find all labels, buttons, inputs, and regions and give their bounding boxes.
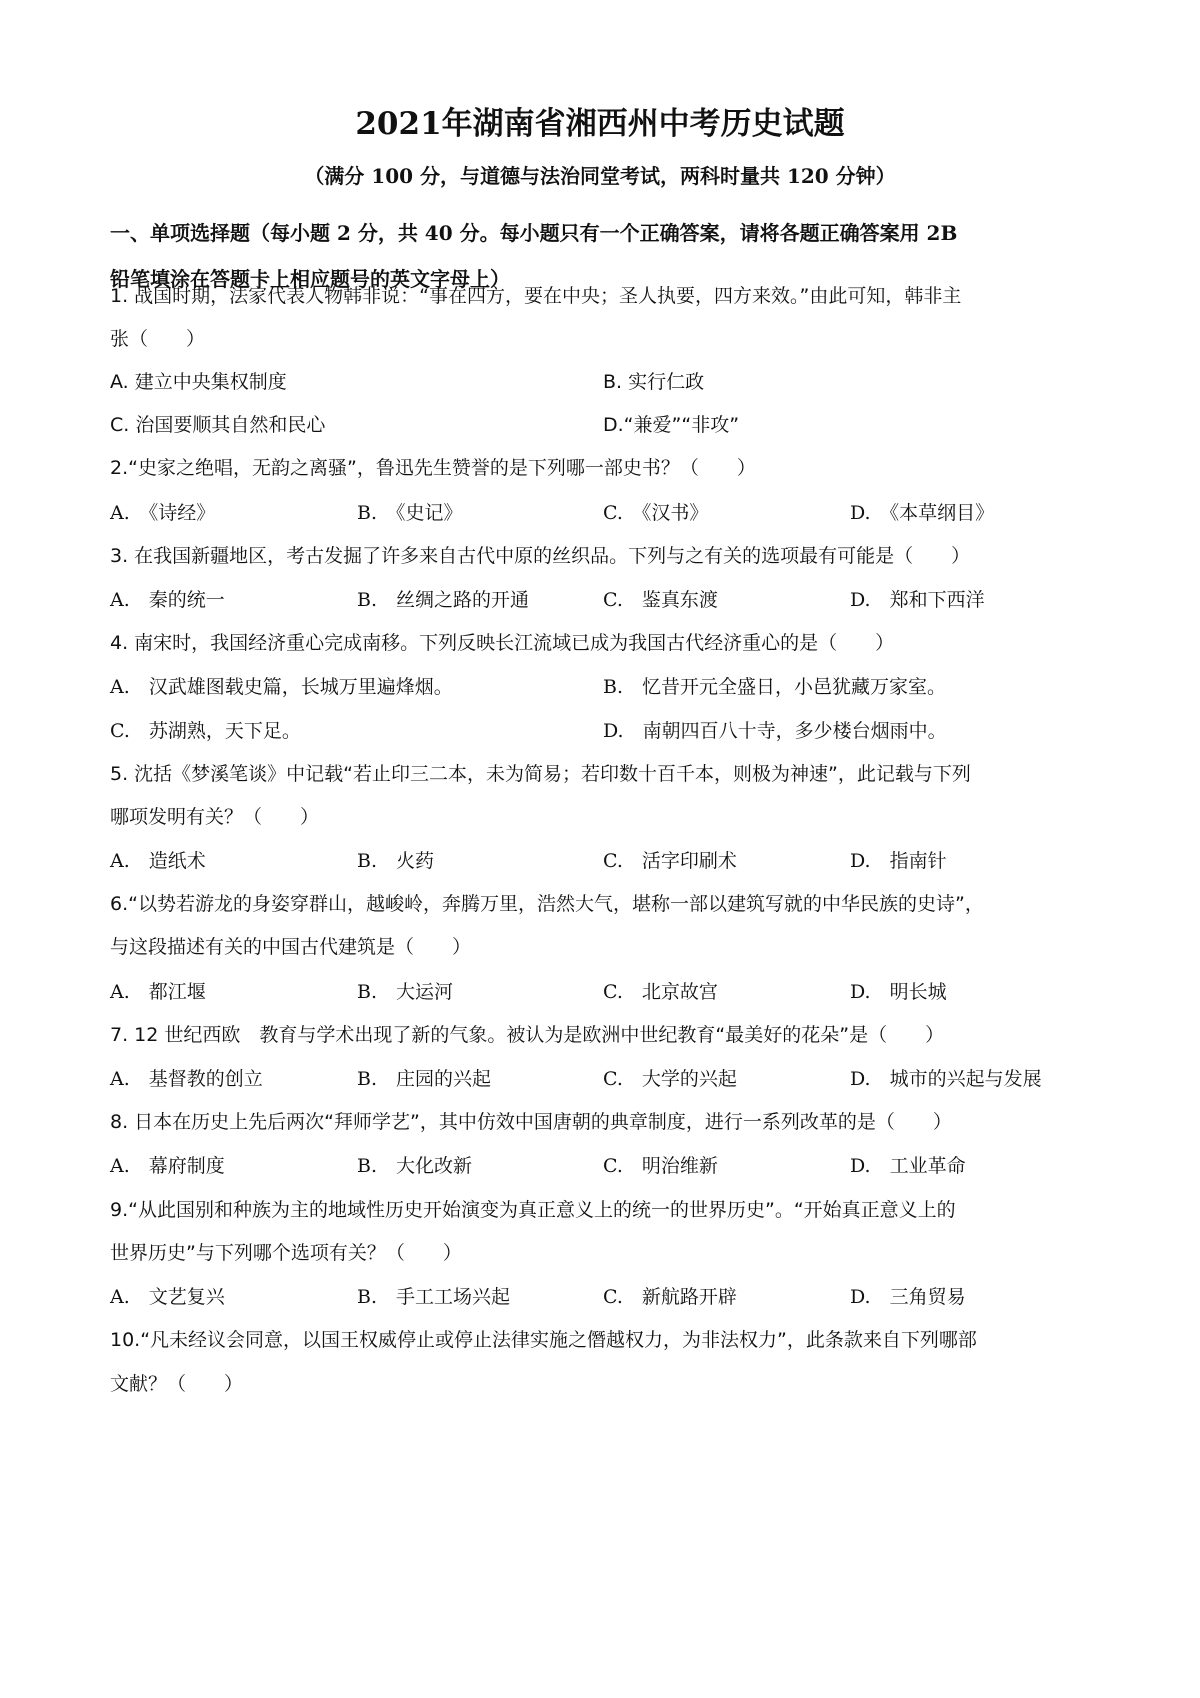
- question-3-stem: 3. 在我国新疆地区，考古发掘了许多来自古代中原的丝织品。下列与之有关的选项最有可能是（ ）: [110, 545, 971, 567]
- question-6-option-c: C. 北京故宫: [603, 981, 718, 1003]
- question-9-stem-cont: 世界历史”与下列哪个选项有关？（ ）: [110, 1242, 462, 1264]
- section-heading-line-1: 一、单项选择题（每小题 2 分，共 40 分。每小题只有一个正确答案，请将各题正确答案用 2B: [110, 221, 958, 245]
- question-4-option-a: A. 汉武雄图载史篇，长城万里遍烽烟。: [110, 676, 453, 698]
- question-5-option-a: A. 造纸术: [110, 850, 206, 872]
- question-4-stem: 4. 南宋时，我国经济重心完成南移。下列反映长江流域已成为我国古代经济重心的是（ ）: [110, 632, 895, 654]
- question-6-stem: 6.“以势若游龙的身姿穿群山，越峻岭，奔腾万里，浩然大气，堪称一部以建筑写就的中华民族的史诗”，: [110, 893, 984, 915]
- page-title: 2021年湖南省湘西州中考历史试题: [355, 106, 845, 142]
- question-9-stem: 9.“从此国别和种族为主的地域性历史开始演变为真正意义上的统一的世界历史”。“开始真正意义上的: [110, 1199, 956, 1221]
- question-2-option-a: A. 《诗经》: [110, 502, 216, 524]
- question-8-stem: 8. 日本在历史上先后两次“拜师学艺”，其中仿效中国唐朝的典章制度，进行一系列改革的是（ ）: [110, 1111, 952, 1133]
- section-heading-line-2: 铅笔填涂在答题卡上相应题号的英文字母上）: [110, 267, 510, 291]
- question-7-option-c: C. 大学的兴起: [603, 1068, 737, 1090]
- question-5-option-c: C. 活字印刷术: [603, 850, 737, 872]
- question-1-stem: 1. 战国时期，法家代表人物韩非说：“事在四方，要在中央；圣人执要，四方来效。”由此可知，韩非主: [110, 285, 962, 307]
- question-1-option-d: D.“兼爱”“非攻”: [603, 414, 740, 436]
- question-6-option-b: B. 大运河: [357, 981, 454, 1003]
- question-3-option-b: B. 丝绸之路的开通: [357, 589, 530, 611]
- question-8-option-a: A. 幕府制度: [110, 1155, 225, 1177]
- question-6-option-a: A. 都江堰: [110, 981, 206, 1003]
- question-6-option-d: D. 明长城: [850, 981, 947, 1003]
- question-8-option-c: C. 明治维新: [603, 1155, 718, 1177]
- question-9-option-d: D. 三角贸易: [850, 1286, 966, 1308]
- page-subtitle: （满分 100 分，与道德与法治同堂考试，两科时量共 120 分钟）: [304, 164, 896, 188]
- question-1-stem-cont: 张（ ）: [110, 328, 206, 350]
- question-9-option-a: A. 文艺复兴: [110, 1286, 225, 1308]
- question-5-option-d: D. 指南针: [850, 850, 947, 872]
- question-2-stem: 2.“史家之绝唱，无韵之离骚”，鲁迅先生赞誉的是下列哪一部史书？（ ）: [110, 457, 756, 479]
- question-3-option-a: A. 秦的统一: [110, 589, 225, 611]
- question-7-stem: 7. 12 世纪西欧 教育与学术出现了新的气象。被认为是欧洲中世纪教育“最美好的花朵”是（ ）: [110, 1024, 945, 1046]
- question-8-option-d: D. 工业革命: [850, 1155, 966, 1177]
- question-7-option-b: B. 庄园的兴起: [357, 1068, 492, 1090]
- question-4-option-d: D. 南朝四百八十寺，多少楼台烟雨中。: [603, 720, 947, 742]
- question-3-option-c: C. 鉴真东渡: [603, 589, 718, 611]
- question-10-stem: 10.“凡未经议会同意，以国王权威停止或停止法律实施之僭越权力，为非法权力”，此条款来自下列哪部: [110, 1329, 977, 1351]
- question-4-option-b: B. 忆昔开元全盛日，小邑犹藏万家室。: [603, 676, 947, 698]
- question-3-option-d: D. 郑和下西洋: [850, 589, 985, 611]
- question-10-stem-cont: 文献？（ ）: [110, 1373, 244, 1395]
- question-7-option-a: A. 基督教的创立: [110, 1068, 263, 1090]
- question-5-option-b: B. 火药: [357, 850, 435, 872]
- question-9-option-c: C. 新航路开辟: [603, 1286, 737, 1308]
- question-5-stem-cont: 哪项发明有关？（ ）: [110, 806, 320, 828]
- question-9-option-b: B. 手工工场兴起: [357, 1286, 511, 1308]
- question-6-stem-cont: 与这段描述有关的中国古代建筑是（ ）: [110, 936, 472, 958]
- question-2-option-b: B. 《史记》: [357, 502, 463, 524]
- question-1-option-a: A. 建立中央集权制度: [110, 371, 287, 393]
- question-5-stem: 5. 沈括《梦溪笔谈》中记载“若止印三二本，未为简易；若印数十百千本，则极为神速”，此记载与下列: [110, 763, 971, 785]
- question-1-option-b: B. 实行仁政: [603, 371, 705, 393]
- question-7-option-d: D. 城市的兴起与发展: [850, 1068, 1042, 1090]
- question-1-option-c: C. 治国要顺其自然和民心: [110, 414, 326, 436]
- question-2-option-d: D. 《本草纲目》: [850, 502, 995, 524]
- question-8-option-b: B. 大化改新: [357, 1155, 473, 1177]
- question-2-option-c: C. 《汉书》: [603, 502, 709, 524]
- question-4-option-c: C. 苏湖熟，天下足。: [110, 720, 301, 742]
